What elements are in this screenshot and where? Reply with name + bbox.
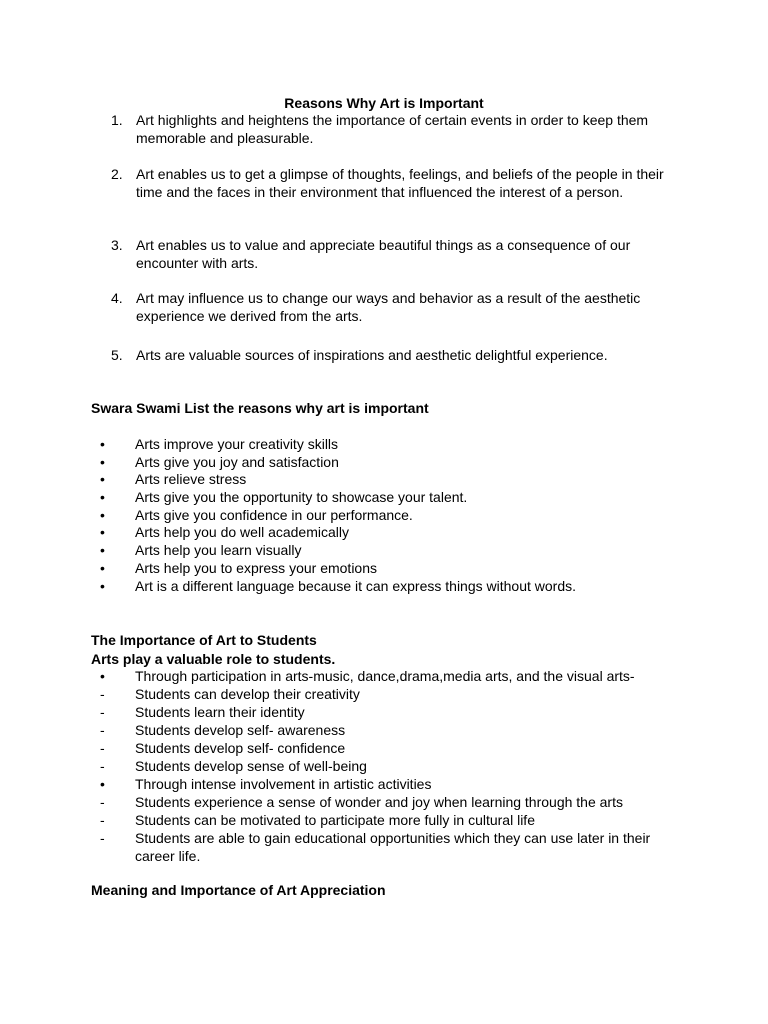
list-item bbox=[100, 739, 700, 757]
list-item bbox=[100, 453, 700, 471]
list-item-text: Students experience a sense of wonder and joy when learning through the arts bbox=[135, 794, 623, 810]
section-subtitle-students: Arts play a valuable role to students. bbox=[91, 651, 336, 667]
section-title-reasons: Reasons Why Art is Important bbox=[284, 95, 484, 111]
item-text: Art enables us to get a glimpse of thoughts, feelings, and beliefs of the people in their time and the faces in their environment that influenced the interest of a person. bbox=[136, 166, 664, 200]
numbered-item bbox=[111, 111, 691, 147]
list-item-text: Students learn their identity bbox=[135, 704, 305, 720]
list-item bbox=[100, 829, 700, 865]
student-list bbox=[100, 667, 700, 865]
list-marker: • bbox=[100, 668, 105, 684]
list-item bbox=[100, 506, 700, 524]
item-number: 1. bbox=[111, 112, 123, 128]
list-item bbox=[100, 488, 700, 506]
item-number: 2. bbox=[111, 166, 123, 182]
list-marker: - bbox=[100, 758, 105, 774]
item-number: 5. bbox=[111, 347, 123, 363]
bullet-marker: • bbox=[100, 506, 105, 523]
list-item bbox=[100, 703, 700, 721]
list-item bbox=[100, 523, 700, 541]
bullet-marker: • bbox=[100, 542, 105, 559]
list-marker: - bbox=[100, 686, 105, 702]
list-item bbox=[100, 559, 700, 577]
section-title-art-appreciation: Meaning and Importance of Art Appreciation bbox=[91, 882, 386, 898]
section-title-students: The Importance of Art to Students bbox=[91, 632, 317, 648]
list-item-text: Through intense involvement in artistic activities bbox=[135, 776, 432, 792]
list-item bbox=[100, 541, 700, 559]
item-text: Art may influence us to change our ways and behavior as a result of the aesthetic experience we derived from the arts. bbox=[136, 290, 641, 324]
list-item-text: Students are able to gain educational opportunities which they can use later in their career life. bbox=[135, 830, 651, 864]
bullet-list bbox=[100, 435, 700, 594]
list-item-text: Arts give you joy and satisfaction bbox=[135, 453, 339, 470]
list-item-text: Arts relieve stress bbox=[135, 471, 247, 488]
list-item bbox=[100, 577, 700, 595]
item-text: Arts are valuable sources of inspirations and aesthetic delightful experience. bbox=[136, 347, 608, 363]
list-item-text: Arts help you to express your emotions bbox=[135, 559, 378, 576]
bullet-marker: • bbox=[100, 524, 105, 541]
list-item bbox=[100, 721, 700, 739]
numbered-item bbox=[111, 165, 691, 201]
bullet-marker: • bbox=[100, 436, 105, 452]
list-item bbox=[100, 775, 700, 793]
list-item bbox=[100, 435, 700, 453]
list-item bbox=[100, 793, 700, 811]
section-title-swara-swami: Swara Swami List the reasons why art is important bbox=[91, 400, 429, 416]
list-item bbox=[100, 470, 700, 488]
list-marker: - bbox=[100, 830, 105, 846]
bullet-marker: • bbox=[100, 471, 105, 488]
bullet-marker: • bbox=[100, 453, 105, 470]
item-number: 3. bbox=[111, 237, 123, 253]
list-marker: - bbox=[100, 740, 105, 756]
list-marker: - bbox=[100, 722, 105, 738]
item-text: Art highlights and heightens the importance of certain events in order to keep them memorable and pleasurable. bbox=[136, 112, 649, 146]
list-item bbox=[100, 757, 700, 775]
numbered-item bbox=[111, 346, 691, 364]
item-number: 4. bbox=[111, 290, 123, 306]
list-item-text: Students can develop their creativity bbox=[135, 686, 360, 702]
list-item bbox=[100, 811, 700, 829]
list-marker: - bbox=[100, 794, 105, 810]
bullet-marker: • bbox=[100, 489, 105, 506]
item-text: Art enables us to value and appreciate beautiful things as a consequence of our encounter with arts. bbox=[136, 237, 631, 271]
numbered-item bbox=[111, 236, 691, 272]
list-item bbox=[100, 685, 700, 703]
list-item-text: Students develop sense of well-being bbox=[135, 758, 367, 774]
list-item-text: Arts improve your creativity skills bbox=[135, 436, 339, 452]
list-item-text: Arts help you learn visually bbox=[135, 542, 302, 559]
list-item-text: Arts give you the opportunity to showcase your talent. bbox=[135, 489, 468, 506]
list-item-text: Students develop self- awareness bbox=[135, 722, 346, 738]
list-item-text: Students develop self- confidence bbox=[135, 740, 346, 756]
list-item bbox=[100, 667, 700, 685]
list-item-text: Arts help you do well academically bbox=[135, 524, 349, 541]
bullet-marker: • bbox=[100, 559, 105, 576]
list-marker: • bbox=[100, 776, 105, 792]
list-item-text: Students can be motivated to participate more fully in cultural life bbox=[135, 812, 535, 828]
list-marker: - bbox=[100, 704, 105, 720]
list-item-text: Through participation in arts-music, dance,drama,media arts, and the visual arts- bbox=[135, 668, 635, 684]
bullet-marker: • bbox=[100, 577, 105, 594]
list-item-text: Art is a different language because it can express things without words. bbox=[135, 577, 576, 594]
list-item-text: Arts give you confidence in our performance. bbox=[135, 506, 413, 523]
list-marker: - bbox=[100, 812, 105, 828]
numbered-item bbox=[111, 289, 691, 325]
